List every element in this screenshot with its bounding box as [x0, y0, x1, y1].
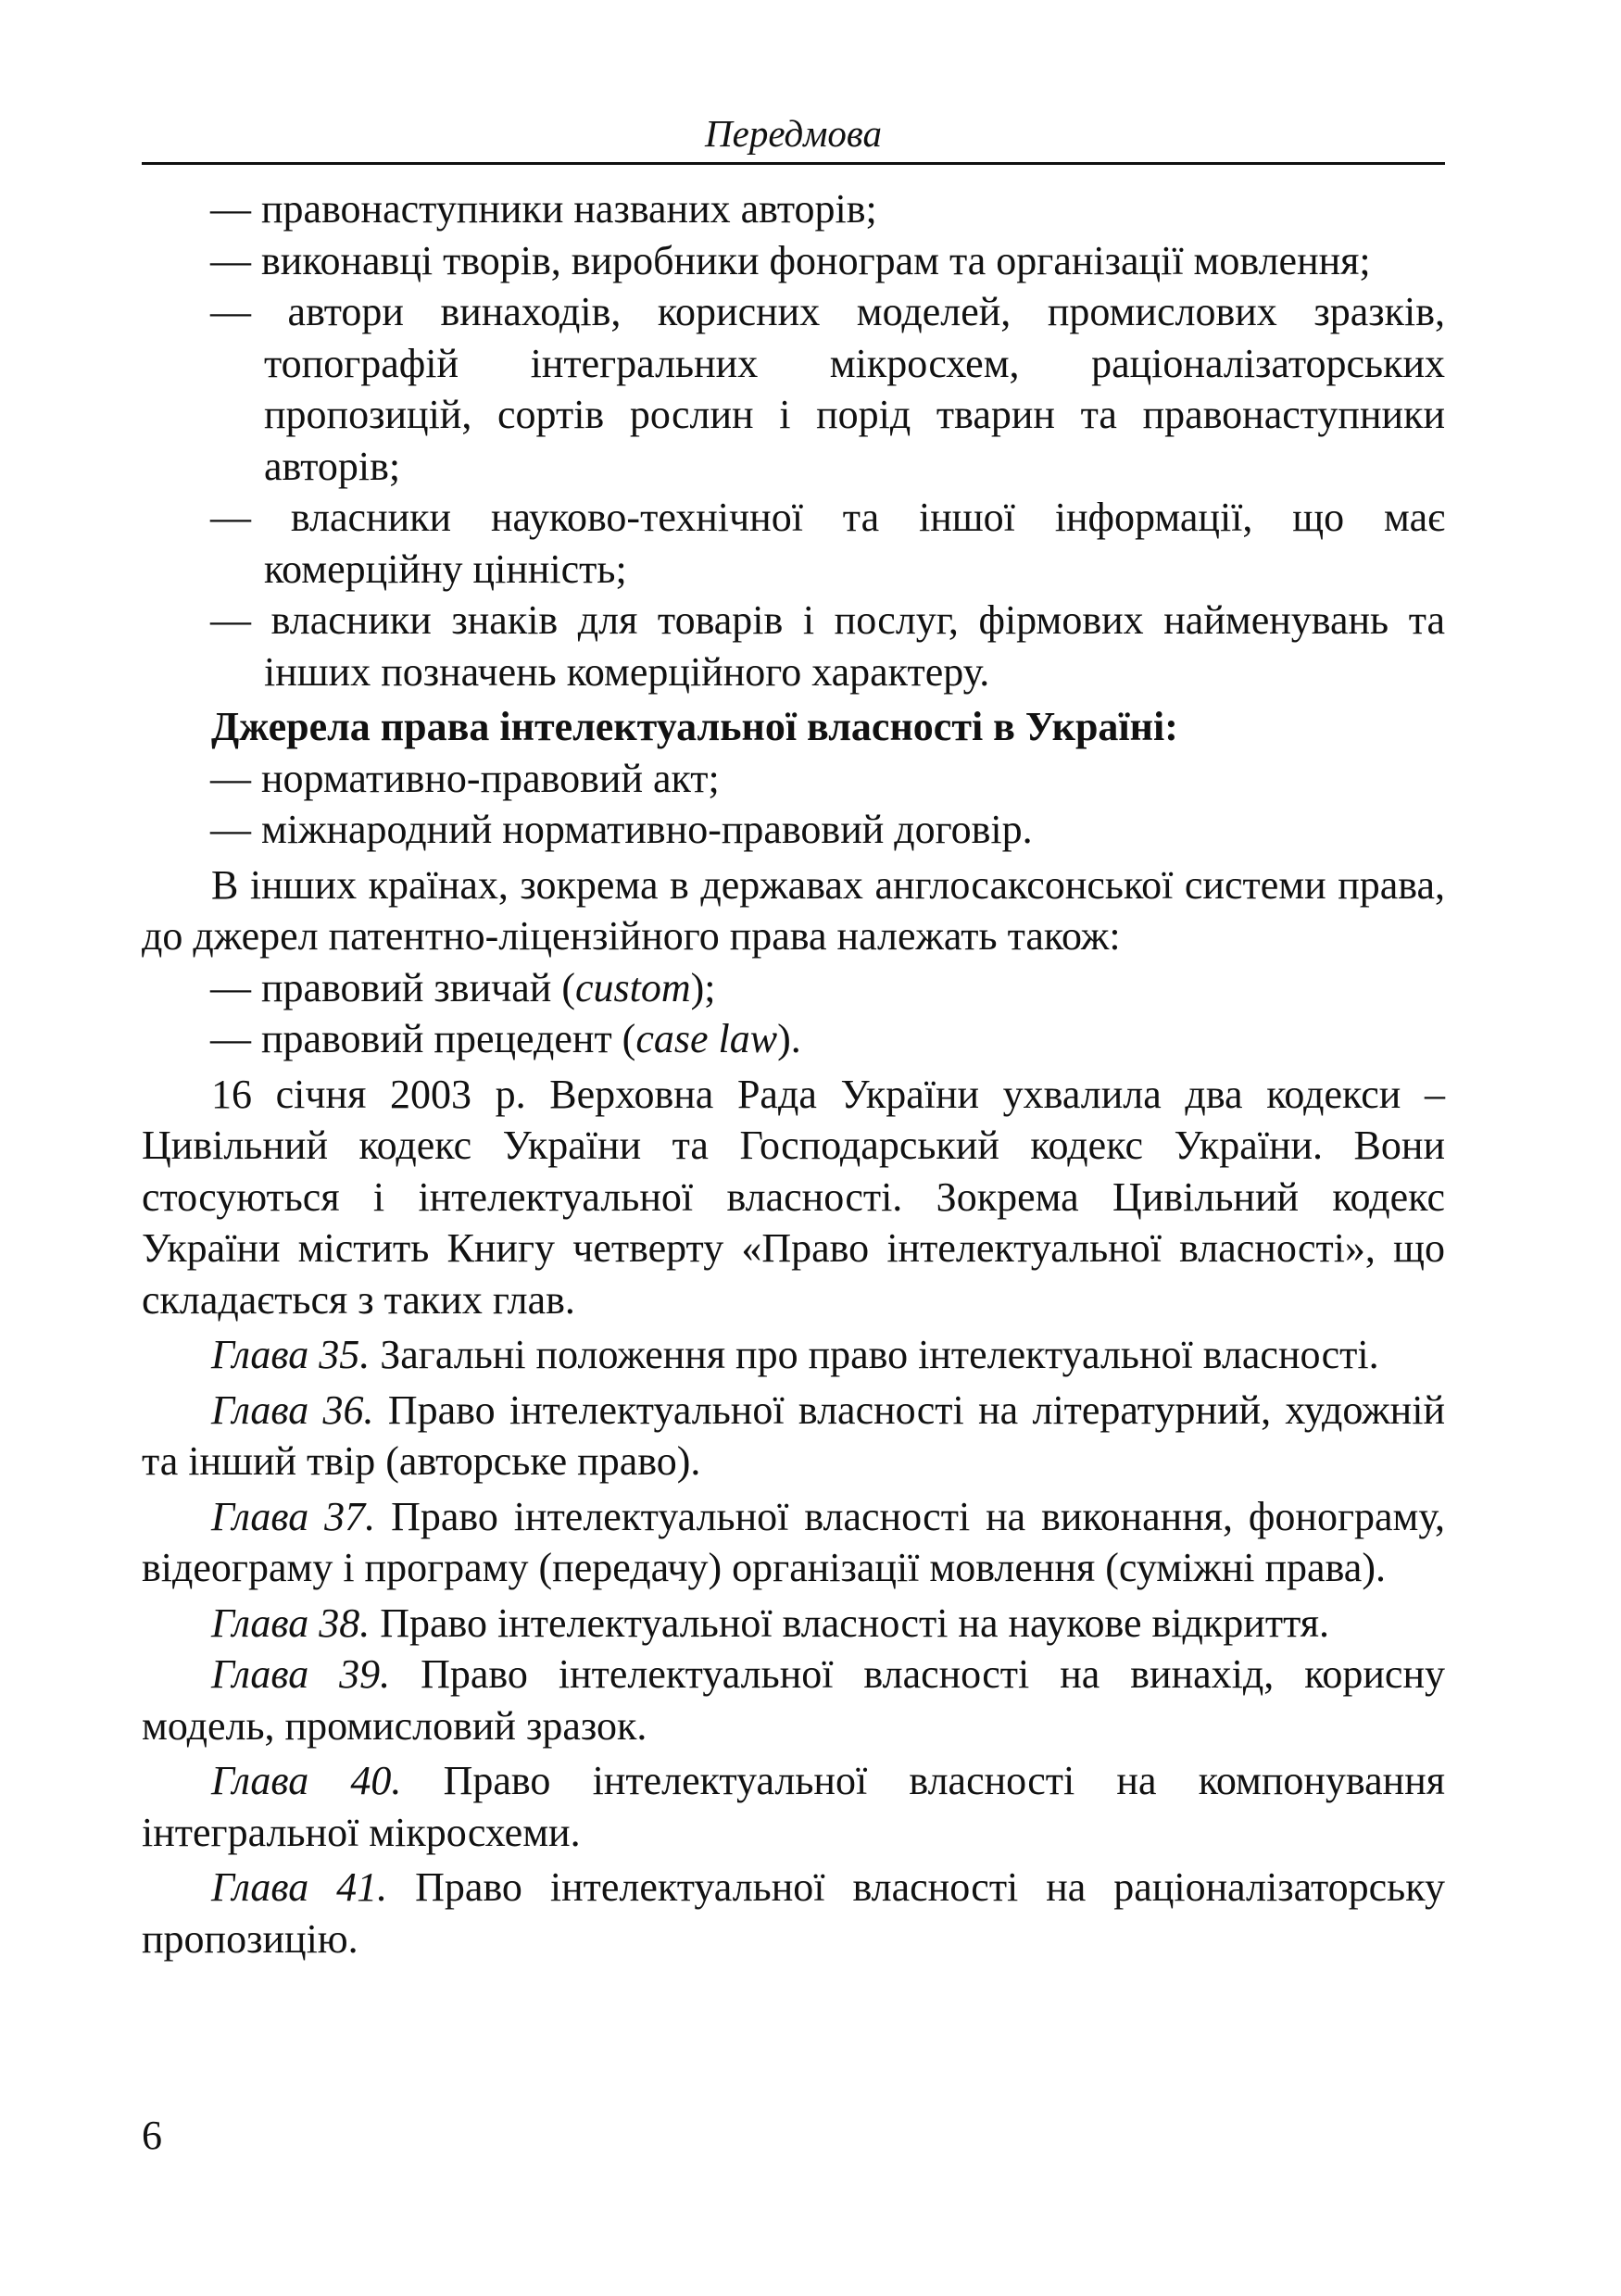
chapter-label: Глава 39.	[211, 1651, 391, 1697]
page-body	[142, 183, 1445, 1964]
list-item: — міжнародний нормативно-правовий договір.	[210, 807, 1033, 852]
page-number: 6	[142, 2113, 162, 2158]
list-item-text: — правовий звичай (	[210, 964, 575, 1010]
list-item: — власники знаків для товарів і послуг, фірмових найменувань та інших позначень комерційного характеру.	[210, 597, 1445, 695]
chapter-label: Глава 40.	[211, 1758, 402, 1803]
list-item	[142, 1013, 1445, 1065]
latin-term: custom	[574, 964, 691, 1010]
list-item: — автори винаходів, корисних моделей, промислових зразків, топографій інтегральних мікросхем, раціоналізаторських пропозицій, сортів рослин і порід тварин та правонаступники авторів;	[210, 289, 1445, 489]
chapter-label: Глава 35.	[211, 1332, 371, 1377]
chapter-text: Право інтелектуальної власності на винахід, корисну модель, промисловий зразок.	[142, 1651, 1445, 1749]
running-head-title: Передмова	[705, 112, 882, 155]
chapter-label: Глава 37.	[211, 1493, 376, 1539]
codes-paragraph: 16 січня 2003 р. Верховна Рада України ухвалила два кодекси – Цивільний кодекс України та Господарський кодекс України. Вони стосуються і інтелектуальної власності. Зокрема Цивільний кодекс України містить Книгу четверту «Право інтелектуальної власності», що складається з таких глав.	[142, 1071, 1445, 1323]
list-item-text: — правовий прецедент (	[210, 1016, 636, 1061]
chapter-paragraph	[142, 1598, 1445, 1650]
chapter-paragraph	[142, 1862, 1445, 1964]
list-item	[142, 962, 1445, 1014]
list-item: — нормативно-правовий акт;	[210, 755, 720, 801]
chapter-paragraph	[142, 1755, 1445, 1858]
chapter-text: Право інтелектуальної власності на виконання, фонограму, відеограму і програму (передачу) організації мовлення (суміжні права).	[142, 1493, 1445, 1590]
chapter-label: Глава 38.	[211, 1600, 371, 1646]
list-item-text: ).	[777, 1016, 801, 1061]
chapter-text: Загальні положення про право інтелектуальної власності.	[370, 1332, 1379, 1377]
latin-term: case law	[635, 1016, 778, 1061]
chapter-paragraph	[142, 1385, 1445, 1487]
chapter-label: Глава 41.	[211, 1864, 388, 1910]
chapter-text: Право інтелектуальної власності на компонування інтегральної мікросхеми.	[142, 1758, 1445, 1855]
list-item: — власники науково-технічної та іншої інформації, що має комерційну цінність;	[210, 495, 1445, 592]
chapter-text: Право інтелектуальної власності на наукове відкриття.	[370, 1600, 1329, 1646]
chapter-label: Глава 36.	[211, 1386, 374, 1433]
other-countries-paragraph: В інших країнах, зокрема в державах англосаксонської системи права, до джерел патентно-ліцензійного права належать також:	[142, 861, 1445, 959]
list-item-text: );	[690, 964, 716, 1010]
chapter-text: Право інтелектуальної власності на літературний, художній та інший твір (авторське право).	[142, 1386, 1445, 1484]
list-item: — виконавці творів, виробники фонограм та організації мовлення;	[210, 237, 1371, 283]
chapter-paragraph	[142, 1649, 1445, 1751]
list-item: — правонаступники названих авторів;	[210, 186, 877, 232]
chapter-paragraph	[142, 1329, 1445, 1381]
chapter-paragraph	[142, 1491, 1445, 1594]
sources-heading: Джерела права інтелектуальної власності в Україні:	[211, 704, 1178, 749]
chapter-text: Право інтелектуальної власності на раціоналізаторську пропозицію.	[142, 1864, 1446, 1962]
header-divider	[142, 162, 1445, 165]
